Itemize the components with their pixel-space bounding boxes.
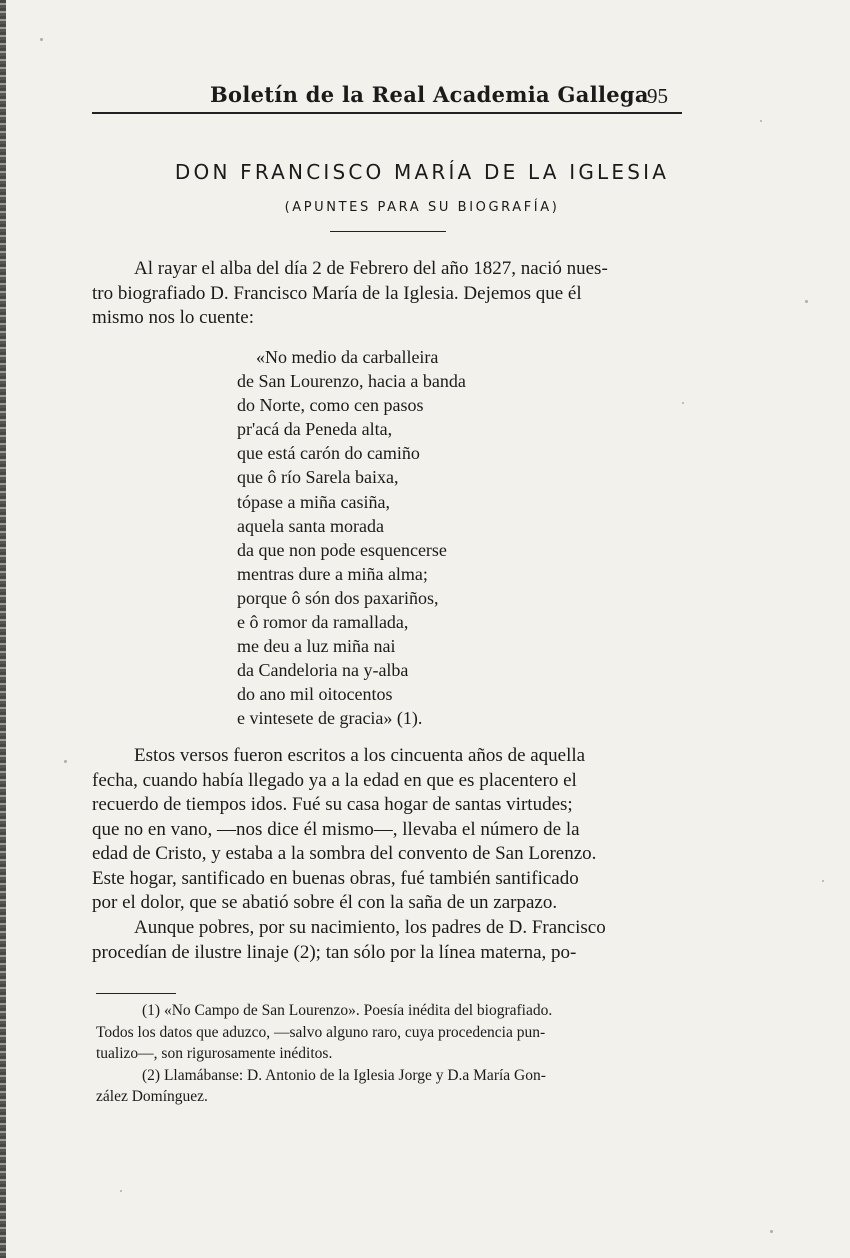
text-line: Este hogar, santificado en buenas obras, fué también santificado [92,867,579,889]
poem-line: aquela santa morada [237,515,384,536]
poem-line: de San Lourenzo, hacia a banda [237,371,466,392]
page-header [92,82,682,114]
page-number: 95 [647,84,668,108]
footnote-1-line: tualizo—, son rigurosamente inéditos. [96,1045,333,1062]
text-line: por el dolor, que se abatió sobre él con la saña de un zarpazo. [92,892,558,913]
paragraph-intro [92,257,690,331]
poem-line: da Candeloria na y-alba [237,660,409,681]
print-speck [40,38,43,41]
poem-line: me deu a luz miña nai [237,636,396,657]
footnote-2-line: (2) Llamábanse: D. Antonio de la Iglesia Jorge y D.a María Gon- [142,1066,546,1084]
poem-line: que está carón do camiño [237,443,420,464]
article-subtitle: (APUNTES PARA SU BIOGRAFÍA) [284,200,560,215]
title-divider [330,231,446,232]
running-head: Boletín de la Real Academia Gallega [210,82,649,107]
poem-line: pr'acá da Peneda alta, [237,419,393,440]
footnote-divider [96,993,176,994]
text-line: fecha, cuando había llegado ya a la edad en que es placentero el [92,769,577,791]
poem-line: e vintesete de gracia» (1). [237,708,423,729]
text-line: Aunque pobres, por su nacimiento, los padres de D. Francisco [134,917,606,938]
text-line: Al rayar el alba del día 2 de Febrero del año 1827, nació nues- [134,258,608,279]
text-line: Estos versos fueron escritos a los cincuenta años de aquella [134,745,586,766]
footnote-1-line: Todos los datos que aduzco, —salvo alguno raro, cuya procedencia pun- [96,1023,546,1041]
poem-line: do Norte, como cen pasos [237,395,424,416]
print-speck [822,880,824,882]
print-speck [682,402,684,404]
footnote-1-line: (1) «No Campo de San Lourenzo». Poesía inédita del biografiado. [142,1002,553,1019]
text-line: procedían de ilustre linaje (2); tan sólo por la línea materna, po- [92,941,577,963]
paragraph-lineage [92,916,690,965]
article-title: DON FRANCISCO MARÍA DE LA IGLESIA [174,160,670,184]
poem-quotation [237,345,466,731]
print-speck [120,1190,122,1192]
print-speck [64,760,67,763]
poem-line: porque ô són dos paxariños, [237,587,439,608]
print-speck [770,1230,773,1233]
poem-line: mentras dure a miña alma; [237,563,428,584]
print-speck [760,120,762,122]
poem-line: e ô romor da ramallada, [237,612,409,633]
text-line: que no en vano, —nos dice él mismo—, llevaba el número de la [92,818,580,840]
footnote-2-line: zález Domínguez. [96,1088,208,1105]
text-line: edad de Cristo, y estaba a la sombra del convento de San Lorenzo. [92,843,597,864]
paragraph-verses [92,744,690,916]
poem-line: «No medio da carballeira [256,347,439,367]
print-speck [805,300,808,303]
text-line: mismo nos lo cuente: [92,307,255,328]
poem-line: da que non pode esquencerse [237,539,447,560]
text-line: recuerdo de tiempos idos. Fué su casa hogar de santas virtudes; [92,794,573,815]
poem-line: tópase a miña casiña, [237,491,390,512]
page-binding-edge [0,0,6,1258]
footnotes [96,1000,694,1108]
poem-line: do ano mil oitocentos [237,684,393,705]
text-line: tro biografiado D. Francisco María de la Iglesia. Dejemos que él [92,282,582,304]
poem-line: que ô río Sarela baixa, [237,467,399,488]
